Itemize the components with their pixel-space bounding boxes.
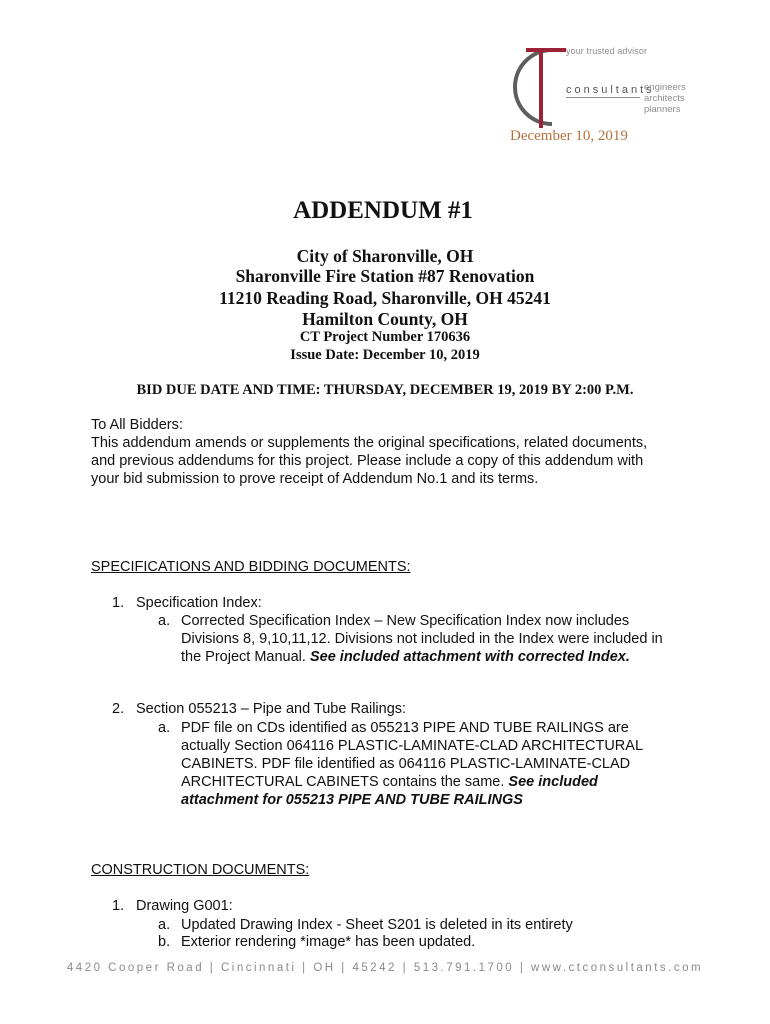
construction-item-1b-text: Exterior rendering *image* has been updated. <box>181 934 476 950</box>
logo-word-architects: architects <box>644 93 685 104</box>
intro-line-3: your bid submission to prove receipt of Addendum No.1 and its terms. <box>91 471 539 487</box>
construction-item-1-heading <box>112 898 233 914</box>
construction-item-1a <box>158 916 678 934</box>
header-city: City of Sharonville, OH <box>296 246 474 266</box>
spec-item-2a-emphasis: See included attachment for 055213 PIPE AND TUBE RAILINGS <box>181 774 598 808</box>
spec-item-1a-letter: a. <box>158 613 171 629</box>
construction-item-1a-letter: a. <box>158 917 171 933</box>
spec-item-2a-text: PDF file on CDs identified as 055213 PIPE AND TUBE RAILINGS are actually Section 064116 PLASTIC-LAMINATE-CLAD ARCHITECTURAL CABINETS. PDF file identified as 064116 PLASTIC-LAMINATE-CLAD ARCHITECTURAL CABINETS contains the same. <box>181 720 643 790</box>
spec-item-1a-emphasis: See included attachment with corrected Index. <box>309 649 630 665</box>
construction-item-1a-text: Updated Drawing Index - Sheet S201 is deleted in its entirety <box>181 917 573 933</box>
spec-item-1-heading <box>112 595 262 611</box>
bid-due-line: BID DUE DATE AND TIME: THURSDAY, DECEMBER 19, 2019 BY 2:00 P.M. <box>136 382 634 398</box>
document-date: December 10, 2019 <box>510 128 628 144</box>
logo-word-engineers: engineers <box>644 82 686 93</box>
header-issue-date: Issue Date: December 10, 2019 <box>290 347 480 363</box>
header-county: Hamilton County, OH <box>302 309 468 329</box>
construction-item-1-label: Drawing G001: <box>136 898 233 914</box>
spec-item-1-label: Specification Index: <box>136 595 262 611</box>
logo-tagline: your trusted advisor <box>566 46 648 56</box>
intro-line-2: and previous addendums for this project. Please include a copy of this addendum with <box>91 453 644 469</box>
spec-item-2-number: 2. <box>112 701 125 717</box>
spec-item-2a-letter: a. <box>158 720 171 736</box>
logo-services <box>644 82 686 115</box>
spec-item-2-heading <box>112 701 406 717</box>
logo-name: consultants <box>566 84 655 96</box>
logo-word-planners: planners <box>644 104 681 115</box>
spec-item-2a <box>158 719 678 809</box>
spec-section-heading: SPECIFICATIONS AND BIDDING DOCUMENTS: <box>91 559 411 575</box>
intro-line-1: This addendum amends or supplements the original specifications, related documents, <box>91 435 648 451</box>
construction-item-1b-letter: b. <box>158 934 171 950</box>
header-address: 11210 Reading Road, Sharonville, OH 45241 <box>219 288 551 308</box>
intro-paragraph <box>91 416 691 488</box>
construction-section-heading: CONSTRUCTION DOCUMENTS: <box>91 862 310 878</box>
spec-item-1a <box>158 612 678 666</box>
spec-item-1-number: 1. <box>112 595 125 611</box>
construction-item-1b <box>158 933 678 951</box>
page-footer: 4420 Cooper Road | Cincinnati | OH | 45242 | 513.791.1700 | www.ctconsultants.com <box>66 962 704 974</box>
company-logo <box>498 40 698 138</box>
page-title: ADDENDUM #1 <box>293 197 473 224</box>
intro-greeting: To All Bidders: <box>91 417 183 433</box>
header-project-number: CT Project Number 170636 <box>299 329 471 345</box>
construction-item-1-number: 1. <box>112 898 125 914</box>
spec-item-2-label: Section 055213 – Pipe and Tube Railings: <box>136 701 407 717</box>
header-project-name: Sharonville Fire Station #87 Renovation <box>235 266 535 286</box>
spec-item-1a-text: Corrected Specification Index – New Specification Index now includes Divisions 8, 9,10,11,12. Divisions not included in the Index were included in the Project Manual. <box>181 613 663 665</box>
logo-rule <box>566 97 640 98</box>
